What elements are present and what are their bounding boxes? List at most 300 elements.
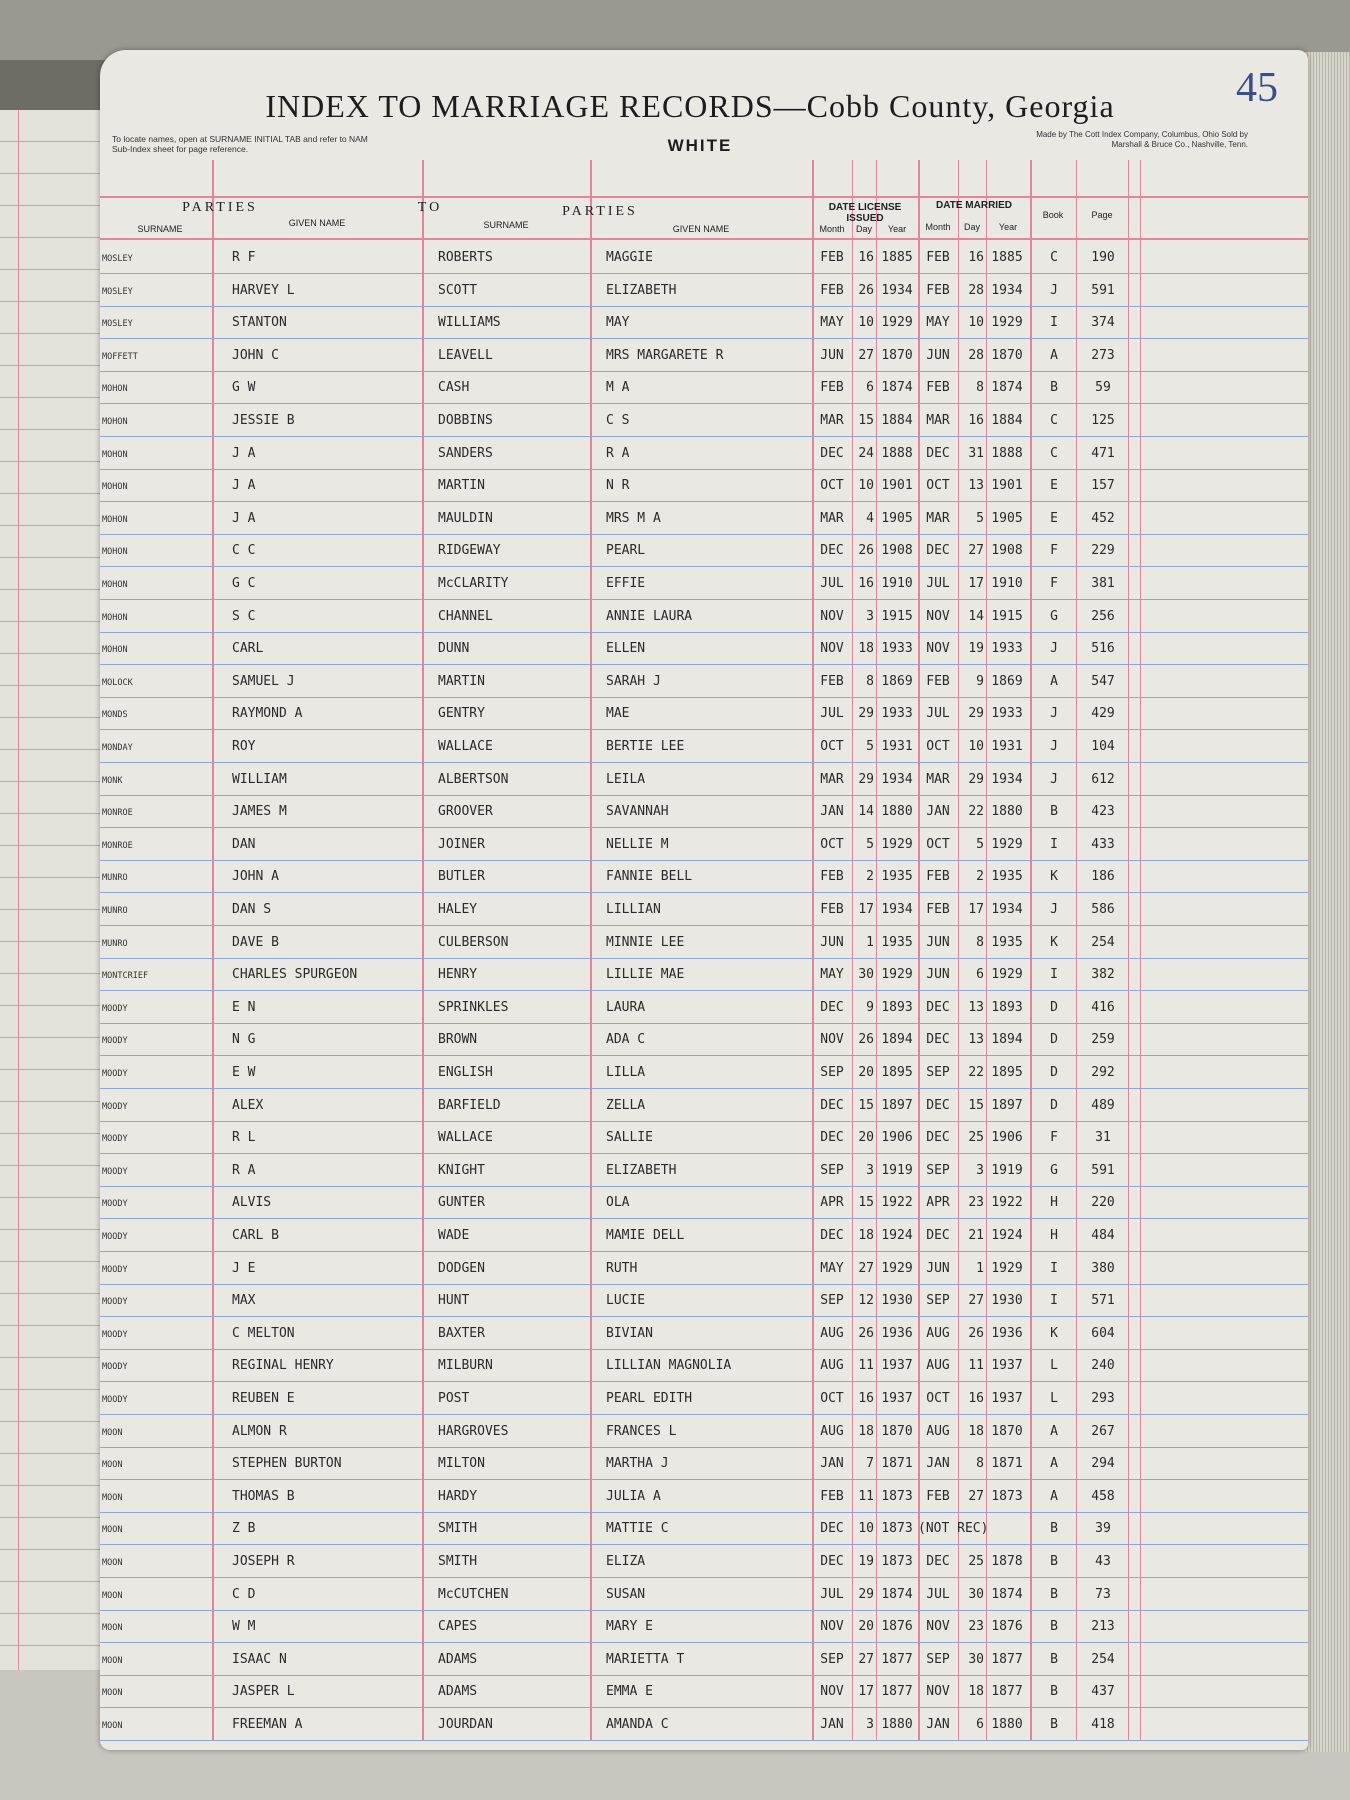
table-row bbox=[100, 1577, 1308, 1611]
married-year-cell: 1880 bbox=[991, 1717, 1023, 1732]
married-month-cell: APR bbox=[926, 1195, 950, 1211]
spouse-surname-cell: HENRY bbox=[438, 967, 478, 983]
married-day-cell: 13 bbox=[968, 1032, 984, 1048]
surname-cell: MOHON bbox=[102, 580, 128, 590]
spouse-surname-cell: JOURDAN bbox=[438, 1717, 493, 1732]
book-cell: A bbox=[1050, 1488, 1058, 1504]
married-month-cell: AUG bbox=[926, 1358, 950, 1374]
spouse-given-name-cell: RUTH bbox=[606, 1260, 638, 1276]
surname-cell: MOFFETT bbox=[102, 351, 138, 362]
license-day-cell: 2 bbox=[866, 869, 874, 885]
married-day-cell: 30 bbox=[968, 1586, 984, 1602]
married-month-cell: OCT bbox=[926, 739, 950, 754]
license-year-cell: 1933 bbox=[881, 641, 913, 657]
spouse-given-name-cell: N R bbox=[606, 478, 630, 494]
license-day-cell: 26 bbox=[858, 543, 874, 559]
spouse-given-name-cell: ZELLA bbox=[606, 1097, 646, 1113]
license-year-cell: 1894 bbox=[881, 1032, 913, 1048]
spouse-surname-cell: ENGLISH bbox=[438, 1065, 493, 1080]
book-cell: J bbox=[1050, 739, 1058, 754]
married-year-cell: 1877 bbox=[991, 1684, 1023, 1700]
given-name-cell: ALMON R bbox=[232, 1423, 287, 1439]
spouse-given-name-cell: EMMA E bbox=[606, 1684, 653, 1700]
page-cell: 294 bbox=[1091, 1456, 1115, 1472]
page-cell: 186 bbox=[1091, 869, 1115, 885]
book-cell: C bbox=[1050, 413, 1058, 428]
ledger-grid bbox=[100, 160, 1308, 1740]
table-row bbox=[100, 533, 1308, 567]
license-year-cell: 1873 bbox=[881, 1488, 913, 1504]
spouse-given-name-cell: ANNIE LAURA bbox=[606, 608, 693, 624]
surname-cell: MUNRO bbox=[102, 938, 128, 949]
surname-cell: MOON bbox=[102, 1525, 123, 1536]
spouse-given-name-cell: LEILA bbox=[606, 771, 646, 787]
given-name-cell: HARVEY L bbox=[232, 282, 295, 298]
spouse-given-name-cell: M A bbox=[606, 380, 630, 396]
table-row bbox=[100, 1120, 1308, 1154]
instruction-note: To locate names, open at SURNAME INITIAL TAB and refer to NAM Sub-Index sheet for page reference. bbox=[112, 134, 368, 154]
page-cell: 516 bbox=[1091, 641, 1115, 657]
license-day-cell: 10 bbox=[858, 1521, 874, 1537]
table-row bbox=[100, 1479, 1308, 1513]
spouse-given-name-cell: ELIZABETH bbox=[606, 282, 677, 298]
married-month-cell: DEC bbox=[926, 1228, 950, 1243]
page-cell: 254 bbox=[1091, 934, 1115, 950]
table-row bbox=[100, 664, 1308, 698]
header-license-month: Month bbox=[819, 224, 845, 234]
married-year-cell: 1929 bbox=[991, 836, 1023, 852]
married-day-cell: 21 bbox=[968, 1228, 984, 1243]
book-cell: I bbox=[1050, 1293, 1058, 1309]
license-month-cell: FEB bbox=[820, 673, 844, 689]
married-year-cell: 1877 bbox=[991, 1651, 1023, 1667]
spouse-surname-cell: MARTIN bbox=[438, 673, 485, 689]
spouse-given-name-cell: ELIZA bbox=[606, 1554, 646, 1569]
married-year-cell: 1880 bbox=[991, 804, 1023, 820]
spouse-given-name-cell: SUSAN bbox=[606, 1586, 646, 1602]
license-month-cell: FEB bbox=[820, 250, 844, 265]
book-cell: I bbox=[1050, 315, 1058, 331]
book-cell: B bbox=[1050, 1554, 1058, 1569]
table-row bbox=[100, 1283, 1308, 1317]
table-row bbox=[100, 729, 1308, 763]
license-year-cell: 1908 bbox=[881, 543, 913, 559]
book-cell: F bbox=[1050, 1130, 1058, 1146]
header-given-name: GIVEN NAME bbox=[288, 218, 346, 228]
page-subtitle: WHITE bbox=[667, 136, 733, 155]
married-month-cell: NOV bbox=[926, 1684, 950, 1700]
married-day-cell: 3 bbox=[976, 1162, 984, 1178]
book-cell: J bbox=[1050, 641, 1058, 657]
spouse-given-name-cell: FANNIE BELL bbox=[606, 869, 693, 885]
license-day-cell: 27 bbox=[858, 1260, 874, 1276]
surname-cell: MOODY bbox=[102, 1297, 128, 1308]
married-day-cell: 28 bbox=[968, 347, 984, 363]
license-day-cell: 20 bbox=[858, 1619, 874, 1635]
license-year-cell: 1871 bbox=[881, 1456, 913, 1472]
license-year-cell: 1873 bbox=[881, 1554, 913, 1569]
book-cell: D bbox=[1050, 1032, 1058, 1048]
married-year-cell: 1888 bbox=[991, 445, 1023, 461]
license-year-cell: 1880 bbox=[881, 804, 913, 820]
spouse-surname-cell: MILBURN bbox=[438, 1358, 493, 1374]
given-name-cell: CHARLES SPURGEON bbox=[232, 967, 358, 983]
spouse-surname-cell: DUNN bbox=[438, 641, 470, 657]
license-year-cell: 1901 bbox=[881, 478, 913, 494]
page-cell: 59 bbox=[1095, 380, 1111, 396]
married-day-cell: 2 bbox=[976, 869, 984, 885]
spouse-surname-cell: ALBERTSON bbox=[438, 771, 509, 787]
license-year-cell: 1885 bbox=[881, 250, 913, 265]
married-day-cell: 17 bbox=[968, 576, 984, 591]
married-month-cell: DEC bbox=[926, 445, 950, 461]
license-month-cell: AUG bbox=[820, 1325, 844, 1341]
page-edges bbox=[1305, 52, 1350, 1752]
table-row bbox=[100, 338, 1308, 372]
married-month-cell: AUG bbox=[926, 1325, 950, 1341]
book-cell: I bbox=[1050, 836, 1058, 852]
married-year-cell: 1922 bbox=[991, 1195, 1023, 1211]
surname-cell: MOLOCK bbox=[102, 677, 133, 688]
book-cell: D bbox=[1050, 1065, 1058, 1080]
married-day-cell: 11 bbox=[968, 1358, 984, 1374]
spouse-surname-cell: GROOVER bbox=[438, 804, 493, 820]
table-row bbox=[100, 1153, 1308, 1187]
surname-cell: MONDAY bbox=[102, 743, 133, 753]
table-row bbox=[100, 1185, 1308, 1219]
surname-cell: MONROE bbox=[102, 808, 133, 819]
married-month-cell: OCT bbox=[926, 478, 950, 494]
married-year-cell: 1870 bbox=[991, 347, 1023, 363]
spouse-given-name-cell: MAMIE DELL bbox=[606, 1228, 685, 1243]
given-name-cell: DAN S bbox=[232, 902, 272, 917]
license-year-cell: 1893 bbox=[881, 999, 913, 1015]
table-row bbox=[100, 1251, 1308, 1285]
married-month-cell: FEB bbox=[926, 282, 950, 298]
given-name-cell: JESSIE B bbox=[232, 413, 295, 428]
license-month-cell: MAR bbox=[820, 510, 844, 526]
table-row bbox=[100, 240, 1308, 274]
married-month-cell: (NOT REC) bbox=[918, 1521, 989, 1537]
table-row bbox=[100, 566, 1308, 600]
married-day-cell: 10 bbox=[968, 739, 984, 754]
page-cell: 382 bbox=[1091, 967, 1115, 983]
surname-cell: MOON bbox=[102, 1721, 123, 1731]
married-month-cell: DEC bbox=[926, 1032, 950, 1048]
spouse-given-name-cell: OLA bbox=[606, 1195, 630, 1211]
license-year-cell: 1934 bbox=[881, 902, 913, 917]
surname-cell: MOHON bbox=[102, 612, 128, 623]
page-cell: 484 bbox=[1091, 1228, 1115, 1243]
married-year-cell: 1895 bbox=[991, 1065, 1023, 1080]
surname-cell: MOODY bbox=[102, 1232, 128, 1242]
table-row bbox=[100, 1348, 1308, 1382]
married-year-cell: 1915 bbox=[991, 608, 1023, 624]
page-cell: 125 bbox=[1091, 413, 1115, 428]
page-cell: 604 bbox=[1091, 1325, 1115, 1341]
given-name-cell: Z B bbox=[232, 1521, 256, 1537]
license-year-cell: 1884 bbox=[881, 413, 913, 428]
given-name-cell: JAMES M bbox=[232, 804, 287, 820]
surname-cell: MOODY bbox=[102, 1069, 128, 1079]
license-year-cell: 1897 bbox=[881, 1097, 913, 1113]
spouse-given-name-cell: MRS M A bbox=[606, 510, 661, 526]
spouse-surname-cell: HARGROVES bbox=[438, 1423, 509, 1439]
spouse-given-name-cell: BERTIE LEE bbox=[606, 739, 685, 754]
surname-cell: MOON bbox=[102, 1460, 123, 1471]
spouse-surname-cell: POST bbox=[438, 1391, 470, 1406]
married-day-cell: 18 bbox=[968, 1684, 984, 1700]
surname-cell: MOHON bbox=[102, 547, 128, 558]
license-month-cell: NOV bbox=[820, 641, 844, 657]
table-row bbox=[100, 1707, 1308, 1741]
married-year-cell: 1936 bbox=[991, 1325, 1023, 1341]
license-month-cell: JUL bbox=[820, 576, 844, 591]
married-month-cell: JUN bbox=[926, 1260, 950, 1276]
license-month-cell: AUG bbox=[820, 1358, 844, 1374]
license-month-cell: OCT bbox=[820, 836, 844, 852]
header-surname: SURNAME bbox=[137, 224, 183, 234]
page-cell: 591 bbox=[1091, 1162, 1115, 1178]
page-cell: 437 bbox=[1091, 1684, 1115, 1700]
page-cell: 416 bbox=[1091, 999, 1115, 1015]
given-name-cell: W M bbox=[232, 1619, 256, 1635]
spouse-surname-cell: HALEY bbox=[438, 902, 478, 917]
license-year-cell: 1895 bbox=[881, 1065, 913, 1080]
license-month-cell: JAN bbox=[820, 1717, 844, 1732]
married-day-cell: 29 bbox=[968, 771, 984, 787]
table-row bbox=[100, 762, 1308, 796]
spouse-given-name-cell: EFFIE bbox=[606, 576, 646, 591]
license-day-cell: 18 bbox=[858, 641, 874, 657]
married-month-cell: DEC bbox=[926, 999, 950, 1015]
book-cell: I bbox=[1050, 1260, 1058, 1276]
given-name-cell: JOHN A bbox=[232, 869, 279, 885]
given-name-cell: C C bbox=[232, 543, 256, 559]
license-month-cell: FEB bbox=[820, 902, 844, 917]
married-day-cell: 8 bbox=[976, 1456, 984, 1472]
license-month-cell: NOV bbox=[820, 1619, 844, 1635]
license-month-cell: FEB bbox=[820, 1488, 844, 1504]
spouse-surname-cell: HUNT bbox=[438, 1293, 470, 1309]
married-year-cell: 1874 bbox=[991, 380, 1023, 396]
surname-cell: MOON bbox=[102, 1558, 123, 1568]
given-name-cell: J A bbox=[232, 478, 256, 494]
license-day-cell: 10 bbox=[858, 315, 874, 331]
spouse-given-name-cell: R A bbox=[606, 445, 630, 461]
page-cell: 489 bbox=[1091, 1097, 1115, 1113]
license-year-cell: 1934 bbox=[881, 282, 913, 298]
license-day-cell: 16 bbox=[858, 576, 874, 591]
married-day-cell: 5 bbox=[976, 510, 984, 526]
license-year-cell: 1915 bbox=[881, 608, 913, 624]
spouse-given-name-cell: SAVANNAH bbox=[606, 804, 669, 820]
married-year-cell: 1870 bbox=[991, 1423, 1023, 1439]
table-row bbox=[100, 1414, 1308, 1448]
license-day-cell: 24 bbox=[858, 445, 874, 461]
spouse-given-name-cell: LILLA bbox=[606, 1065, 646, 1080]
license-month-cell: JUL bbox=[820, 1586, 844, 1602]
page-cell: 43 bbox=[1095, 1554, 1111, 1569]
license-year-cell: 1874 bbox=[881, 1586, 913, 1602]
spouse-surname-cell: WILLIAMS bbox=[438, 315, 501, 331]
given-name-cell: RAYMOND A bbox=[232, 706, 303, 722]
page-cell: 374 bbox=[1091, 315, 1115, 331]
license-day-cell: 26 bbox=[858, 1032, 874, 1048]
book-cell: L bbox=[1050, 1358, 1058, 1374]
page-cell: 418 bbox=[1091, 1717, 1115, 1732]
given-name-cell: R A bbox=[232, 1162, 256, 1178]
spouse-given-name-cell: MAE bbox=[606, 706, 630, 722]
married-year-cell: 1906 bbox=[991, 1130, 1023, 1146]
license-day-cell: 11 bbox=[858, 1358, 874, 1374]
spouse-given-name-cell: MARIETTA T bbox=[606, 1651, 685, 1667]
header-rule bbox=[100, 196, 1308, 198]
spouse-given-name-cell: MAY bbox=[606, 315, 630, 331]
book-cell: G bbox=[1050, 608, 1058, 624]
given-name-cell: J A bbox=[232, 445, 256, 461]
license-year-cell: 1929 bbox=[881, 1260, 913, 1276]
married-day-cell: 9 bbox=[976, 673, 984, 689]
married-month-cell: JUL bbox=[926, 706, 950, 722]
spouse-surname-cell: ADAMS bbox=[438, 1684, 478, 1700]
book-cell: A bbox=[1050, 347, 1058, 363]
book-cell: C bbox=[1050, 250, 1058, 265]
license-day-cell: 14 bbox=[858, 804, 874, 820]
married-year-cell: 1894 bbox=[991, 1032, 1023, 1048]
license-month-cell: DEC bbox=[820, 543, 844, 559]
married-month-cell: JAN bbox=[926, 1717, 950, 1732]
page-title: INDEX TO MARRIAGE RECORDS—Cobb County, Georgia bbox=[265, 88, 1115, 124]
married-month-cell: DEC bbox=[926, 1130, 950, 1146]
table-row bbox=[100, 1511, 1308, 1545]
spouse-surname-cell: SPRINKLES bbox=[438, 999, 509, 1015]
table-row bbox=[100, 436, 1308, 470]
married-month-cell: AUG bbox=[926, 1423, 950, 1439]
married-year-cell: 1908 bbox=[991, 543, 1023, 559]
married-day-cell: 27 bbox=[968, 1488, 984, 1504]
page-cell: 256 bbox=[1091, 608, 1115, 624]
license-day-cell: 4 bbox=[866, 510, 874, 526]
table-row bbox=[100, 1381, 1308, 1415]
license-month-cell: AUG bbox=[820, 1423, 844, 1439]
married-year-cell: 1929 bbox=[991, 967, 1023, 983]
license-day-cell: 15 bbox=[858, 413, 874, 428]
married-year-cell: 1934 bbox=[991, 902, 1023, 917]
spouse-surname-cell: SANDERS bbox=[438, 445, 493, 461]
surname-cell: MOON bbox=[102, 1427, 123, 1438]
given-name-cell: WILLIAM bbox=[232, 771, 287, 787]
table-row bbox=[100, 1674, 1308, 1708]
license-year-cell: 1880 bbox=[881, 1717, 913, 1732]
spouse-surname-cell: WALLACE bbox=[438, 739, 493, 754]
license-month-cell: JAN bbox=[820, 804, 844, 820]
surname-cell: MOHON bbox=[102, 449, 128, 460]
surname-cell: MOON bbox=[102, 1590, 123, 1601]
book-cell: B bbox=[1050, 1717, 1058, 1732]
given-name-cell: C MELTON bbox=[232, 1325, 295, 1341]
surname-cell: MOODY bbox=[102, 1395, 128, 1405]
spouse-given-name-cell: BIVIAN bbox=[606, 1325, 653, 1341]
license-month-cell: NOV bbox=[820, 1032, 844, 1048]
married-year-cell: 1929 bbox=[991, 315, 1023, 331]
given-name-cell: ALVIS bbox=[232, 1195, 272, 1211]
license-day-cell: 6 bbox=[866, 380, 874, 396]
surname-cell: MOHON bbox=[102, 514, 128, 525]
license-month-cell: OCT bbox=[820, 739, 844, 754]
married-day-cell: 16 bbox=[968, 250, 984, 265]
license-year-cell: 1935 bbox=[881, 934, 913, 950]
spouse-surname-cell: CASH bbox=[438, 380, 470, 396]
page-cell: 433 bbox=[1091, 836, 1115, 852]
table-row bbox=[100, 827, 1308, 861]
given-name-cell: MAX bbox=[232, 1293, 256, 1309]
spouse-surname-cell: BARFIELD bbox=[438, 1097, 501, 1113]
page-cell: 293 bbox=[1091, 1391, 1115, 1406]
publisher-note: Made by The Cott Index Company, Columbus, Ohio Sold by Marshall & Bruce Co., Nashville, Tenn. bbox=[1036, 130, 1248, 149]
header-date-married: DATE MARRIED bbox=[936, 200, 1012, 211]
license-day-cell: 16 bbox=[858, 250, 874, 265]
license-year-cell: 1870 bbox=[881, 347, 913, 363]
license-month-cell: MAY bbox=[820, 1260, 844, 1276]
married-month-cell: FEB bbox=[926, 380, 950, 396]
page-cell: 380 bbox=[1091, 1260, 1115, 1276]
book-cell: F bbox=[1050, 576, 1058, 591]
surname-cell: MOHON bbox=[102, 417, 128, 427]
license-year-cell: 1931 bbox=[881, 739, 913, 754]
license-day-cell: 29 bbox=[858, 771, 874, 787]
table-row bbox=[100, 468, 1308, 502]
surname-cell: MOODY bbox=[102, 1264, 128, 1275]
married-month-cell: NOV bbox=[926, 641, 950, 657]
married-month-cell: NOV bbox=[926, 1619, 950, 1635]
header-parties-left: PARTIES bbox=[182, 200, 258, 215]
license-month-cell: DEC bbox=[820, 1521, 844, 1537]
license-year-cell: 1936 bbox=[881, 1325, 913, 1341]
license-day-cell: 3 bbox=[866, 1162, 874, 1178]
book-cell: J bbox=[1050, 706, 1058, 722]
table-row bbox=[100, 925, 1308, 959]
given-name-cell: S C bbox=[232, 608, 256, 624]
license-month-cell: FEB bbox=[820, 380, 844, 396]
spouse-surname-cell: KNIGHT bbox=[438, 1162, 485, 1178]
spouse-surname-cell: GENTRY bbox=[438, 706, 485, 722]
married-day-cell: 31 bbox=[968, 445, 984, 461]
spouse-given-name-cell: C S bbox=[606, 413, 630, 428]
license-day-cell: 18 bbox=[858, 1228, 874, 1243]
page-cell: 31 bbox=[1095, 1130, 1111, 1146]
married-day-cell: 25 bbox=[968, 1130, 984, 1146]
license-day-cell: 1 bbox=[866, 934, 874, 950]
married-day-cell: 18 bbox=[968, 1423, 984, 1439]
married-day-cell: 6 bbox=[976, 967, 984, 983]
married-day-cell: 13 bbox=[968, 478, 984, 494]
married-month-cell: JUL bbox=[926, 576, 950, 591]
license-month-cell: SEP bbox=[820, 1293, 844, 1309]
surname-cell: MONTCRIEF bbox=[102, 971, 149, 982]
surname-cell: MOODY bbox=[102, 1199, 128, 1210]
given-name-cell: R L bbox=[232, 1130, 256, 1146]
surname-cell: MOHON bbox=[102, 645, 128, 656]
table-row bbox=[100, 501, 1308, 535]
married-month-cell: JUN bbox=[926, 934, 950, 950]
page-cell: 547 bbox=[1091, 673, 1115, 689]
surname-cell: MOODY bbox=[102, 1101, 128, 1112]
license-year-cell: 1910 bbox=[881, 576, 913, 591]
surname-cell: MOSLEY bbox=[102, 319, 133, 330]
table-row bbox=[100, 1544, 1308, 1578]
married-month-cell: DEC bbox=[926, 1097, 950, 1113]
